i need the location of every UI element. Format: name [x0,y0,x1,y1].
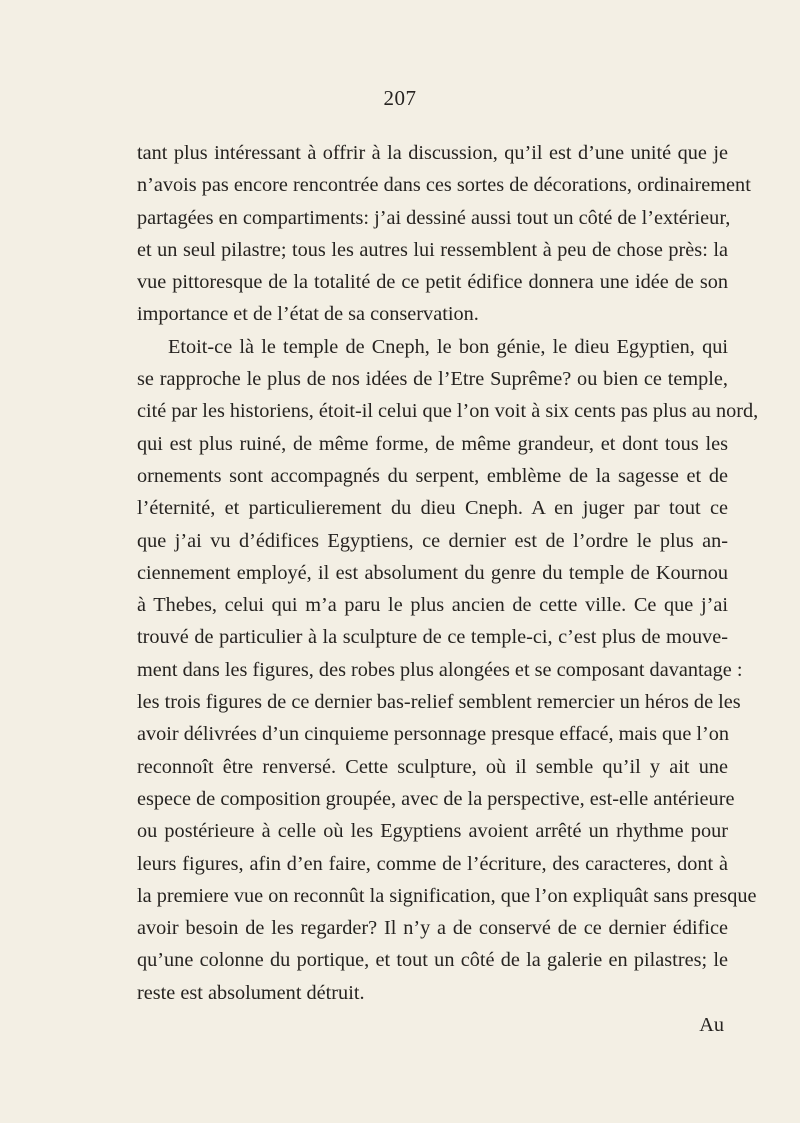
text-line: à Thebes, celui qui m’a paru le plus ancien de cette ville. Ce que j’ai [137,594,728,617]
text-line: ciennement employé, il est absolument du genre du temple de Kournou [137,561,728,584]
text-line: importance et de l’état de sa conservation. [137,303,479,326]
text-line: ornements sont accompagnés du serpent, emblème de la sagesse et de [137,464,728,487]
text-line: partagées en compartiments: j’ai dessiné aussi tout un côté de l’extérieur, [137,206,731,229]
text-line: se rapproche le plus de nos idées de l’Etre Suprême? ou bien ce temple, [137,368,728,391]
text-line: qu’une colonne du portique, et tout un côté de la galerie en pilastres; le [137,949,728,972]
text-line: vue pittoresque de la totalité de ce petit édifice donnera une idée de son [137,271,728,294]
text-line: que j’ai vu d’édifices Egyptiens, ce dernier est de l’ordre le plus an- [137,529,728,552]
text-line: n’avois pas encore rencontrée dans ces sortes de décorations, ordinairement [137,174,751,197]
text-line: reste est absolument détruit. [137,981,365,1004]
paragraph-1 [137,137,751,331]
text-line: reconnoît être renversé. Cette sculpture, où il semble qu’il y ait une [137,755,728,778]
text-line: ou postérieure à celle où les Egyptiens avoient arrêté un rhythme pour [137,820,728,843]
text-line: avoir besoin de les regarder? Il n’y a de conservé de ce dernier édifice [137,917,728,940]
text-line: et un seul pilastre; tous les autres lui ressemblent à peu de chose près: la [137,238,728,261]
body-text [137,137,759,1041]
text-line: espece de composition groupée, avec de la perspective, est-elle antérieure [137,787,735,810]
text-line: la premiere vue on reconnût la signification, que l’on expliquât sans presque [137,884,757,907]
text-line: les trois figures de ce dernier bas-relief semblent remercier un héros de les [137,691,741,714]
paragraph-2 [137,331,759,1009]
text-line: l’éternité, et particulierement du dieu Cneph. A en juger par tout ce [137,497,728,520]
text-line: avoir délivrées d’un cinquieme personnage presque effacé, mais que l’on [137,723,730,746]
text-line: trouvé de particulier à la sculpture de ce temple-ci, c’est plus de mouve- [137,626,728,649]
catchword: Au [699,1014,724,1037]
text-line: tant plus intéressant à offrir à la discussion, qu’il est d’une unité que je [137,142,728,164]
page-number: 207 [383,86,417,110]
text-line: Etoit-ce là le temple de Cneph, le bon génie, le dieu Egyptien, qui [168,335,728,358]
text-line: ment dans les figures, des robes plus alongées et se composant davantage : [137,658,743,681]
text-line: cité par les historiens, étoit-il celui que l’on voit à six cents pas plus au nord, [137,400,759,423]
text-line: qui est plus ruiné, de même forme, de même grandeur, et dont tous les [137,432,728,455]
text-line: leurs figures, afin d’en faire, comme de l’écriture, des caracteres, dont à [137,852,728,875]
